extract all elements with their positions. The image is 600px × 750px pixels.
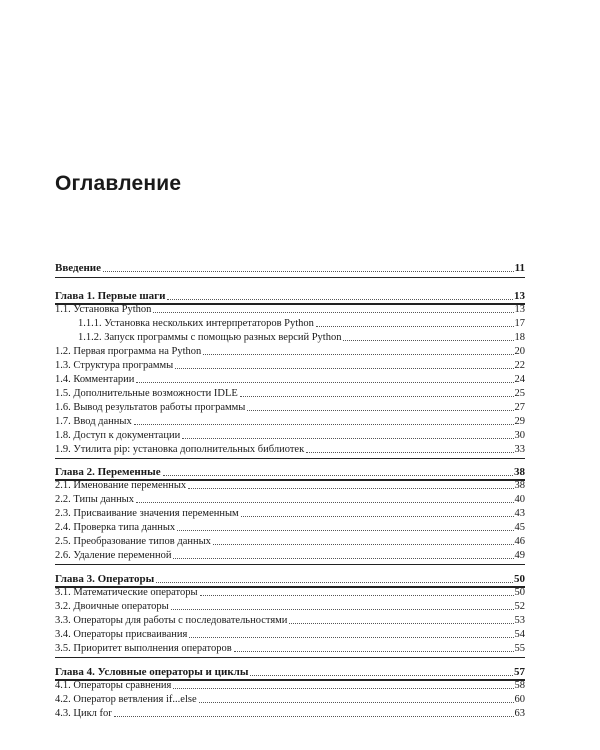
toc-entry-page: 55 <box>514 643 525 654</box>
toc-entry-page: 29 <box>514 416 525 427</box>
toc-entry-page: 49 <box>514 550 525 561</box>
toc-entry-label: Глава 1. Первые шаги <box>55 290 166 302</box>
toc-entry-page: 13 <box>514 290 525 302</box>
toc-entry-label: 1.3. Структура программы <box>55 360 174 371</box>
toc-entry-label: 1.8. Доступ к документации <box>55 430 181 441</box>
toc-entry-label: 1.5. Дополнительные возможности IDLE <box>55 388 238 399</box>
dot-leader <box>240 396 514 397</box>
toc-entry-1-4[interactable] <box>55 372 525 386</box>
toc-entry-label: 1.6. Вывод результатов работы программы <box>55 402 246 413</box>
toc-entry-label: 1.9. Утилита pip: установка дополнительных библиотек <box>55 444 305 455</box>
toc-entry-label: 2.2. Типы данных <box>55 494 134 505</box>
toc-entry-label: 4.3. Цикл for <box>55 708 112 719</box>
dot-leader <box>173 558 513 559</box>
toc-entry-label: Введение <box>55 262 102 274</box>
toc-entry-3-5[interactable] <box>55 641 525 655</box>
dot-leader <box>103 271 514 272</box>
toc-entry-2-5[interactable] <box>55 534 525 548</box>
dot-leader <box>136 382 513 383</box>
section-rule <box>55 564 525 565</box>
toc-entry-label: 1.1. Установка Python <box>55 304 152 315</box>
toc-entry-page: 13 <box>514 304 525 315</box>
toc-entry-page: 38 <box>514 480 525 491</box>
dot-leader <box>316 326 514 327</box>
dot-leader <box>136 502 514 503</box>
toc-entry-label: 2.1. Именование переменных <box>55 480 187 491</box>
dot-leader <box>343 340 513 341</box>
dot-leader <box>114 716 514 717</box>
dot-leader <box>213 544 514 545</box>
toc-entry-page: 22 <box>514 360 525 371</box>
dot-leader <box>156 582 513 583</box>
toc-entry-page: 24 <box>514 374 525 385</box>
toc-entry-page: 38 <box>514 466 525 478</box>
dot-leader <box>173 688 513 689</box>
toc-entry-page: 40 <box>514 494 525 505</box>
toc-entry-label: 4.1. Операторы сравнения <box>55 680 172 691</box>
toc-entry-label: 3.2. Двоичные операторы <box>55 601 169 612</box>
toc-entry-label: 2.3. Присваивание значения переменным <box>55 508 239 519</box>
toc-entry-page: 17 <box>514 318 525 329</box>
toc-entry-2-3[interactable] <box>55 506 525 520</box>
dot-leader <box>177 530 513 531</box>
page-title: Оглавление <box>55 172 182 195</box>
toc-entry-2-1[interactable] <box>55 478 525 492</box>
toc-entry-page: 43 <box>514 508 525 519</box>
dot-leader <box>134 424 514 425</box>
dot-leader <box>163 475 513 476</box>
dot-leader <box>200 595 514 596</box>
toc-entry-label: 1.1.1. Установка нескольких интерпретаторов Python <box>78 318 314 329</box>
toc-entry-chapter-4[interactable] <box>55 665 525 679</box>
toc-entry-3-3[interactable] <box>55 613 525 627</box>
toc-entry-3-2[interactable] <box>55 599 525 613</box>
toc-entry-label: Глава 3. Операторы <box>55 573 155 585</box>
toc-entry-2-4[interactable] <box>55 520 525 534</box>
toc-entry-page: 45 <box>514 522 525 533</box>
toc-entry-page: 30 <box>514 430 525 441</box>
toc-entry-label: 3.5. Приоритет выполнения операторов <box>55 643 232 654</box>
toc-entry-page: 57 <box>514 666 525 678</box>
dot-leader <box>203 354 513 355</box>
toc-entry-page: 11 <box>514 262 525 274</box>
dot-leader <box>234 651 514 652</box>
toc-entry-page: 53 <box>514 615 525 626</box>
toc-entry-label: 1.1.2. Запуск программы с помощью разных версий Python <box>78 332 342 343</box>
toc-entry-1-8[interactable] <box>55 428 525 442</box>
toc-entry-1-9[interactable] <box>55 442 525 456</box>
toc-entry-1-3[interactable] <box>55 358 525 372</box>
toc-entry-3-1[interactable] <box>55 585 525 599</box>
toc-entry-page: 63 <box>514 708 525 719</box>
toc-entry-4-2[interactable] <box>55 692 525 706</box>
section-rule <box>55 657 525 658</box>
section-rule <box>55 277 525 278</box>
toc-entry-chapter-2[interactable] <box>55 465 525 479</box>
toc-entry-1-6[interactable] <box>55 400 525 414</box>
dot-leader <box>289 623 513 624</box>
dot-leader <box>306 452 513 453</box>
toc-entry-page: 52 <box>514 601 525 612</box>
toc-entry-1-1-2[interactable] <box>78 330 525 344</box>
toc-entry-label: 1.2. Первая программа на Python <box>55 346 202 357</box>
toc-entry-page: 50 <box>514 573 525 585</box>
dot-leader <box>153 312 513 313</box>
toc-entry-page: 50 <box>514 587 525 598</box>
toc-entry-introduction[interactable] <box>55 261 525 275</box>
toc-entry-page: 54 <box>514 629 525 640</box>
toc-entry-2-6[interactable] <box>55 548 525 562</box>
toc-entry-label: 3.1. Математические операторы <box>55 587 198 598</box>
dot-leader <box>171 609 514 610</box>
toc-entry-page: 60 <box>514 694 525 705</box>
toc-entry-chapter-1[interactable] <box>55 289 525 303</box>
toc-entry-page: 25 <box>514 388 525 399</box>
toc-entry-label: 2.4. Проверка типа данных <box>55 522 176 533</box>
toc-entry-1-1[interactable] <box>55 302 525 316</box>
dot-leader <box>247 410 513 411</box>
toc-entry-1-7[interactable] <box>55 414 525 428</box>
dot-leader <box>241 516 514 517</box>
toc-entry-1-1-1[interactable] <box>78 316 525 330</box>
toc-entry-page: 20 <box>514 346 525 357</box>
dot-leader <box>199 702 514 703</box>
toc-entry-page: 27 <box>514 402 525 413</box>
toc-entry-1-5[interactable] <box>55 386 525 400</box>
toc-entry-4-1[interactable] <box>55 678 525 692</box>
toc-entry-page: 18 <box>514 332 525 343</box>
dot-leader <box>167 299 513 300</box>
toc-entry-label: 3.3. Операторы для работы с последовательностями <box>55 615 288 626</box>
toc-entry-4-3[interactable] <box>55 706 525 720</box>
toc-entry-page: 46 <box>514 536 525 547</box>
dot-leader <box>189 637 513 638</box>
toc-entry-page: 58 <box>514 680 525 691</box>
toc-entry-label: 2.6. Удаление переменной <box>55 550 172 561</box>
toc-entry-label: 3.4. Операторы присваивания <box>55 629 188 640</box>
toc-entry-page: 33 <box>514 444 525 455</box>
dot-leader <box>182 438 513 439</box>
dot-leader <box>175 368 513 369</box>
toc-entry-label: 1.4. Комментарии <box>55 374 135 385</box>
toc-entry-2-2[interactable] <box>55 492 525 506</box>
toc-entry-1-2[interactable] <box>55 344 525 358</box>
toc-entry-label: 4.2. Оператор ветвления if...else <box>55 694 197 705</box>
toc-entry-label: Глава 2. Переменные <box>55 466 161 478</box>
toc-entry-chapter-3[interactable] <box>55 572 525 586</box>
section-rule <box>55 458 525 459</box>
dot-leader <box>250 675 513 676</box>
toc-entry-label: Глава 4. Условные операторы и циклы <box>55 666 249 678</box>
toc-entry-3-4[interactable] <box>55 627 525 641</box>
dot-leader <box>188 488 513 489</box>
toc-entry-label: 2.5. Преобразование типов данных <box>55 536 211 547</box>
toc-entry-label: 1.7. Ввод данных <box>55 416 132 427</box>
